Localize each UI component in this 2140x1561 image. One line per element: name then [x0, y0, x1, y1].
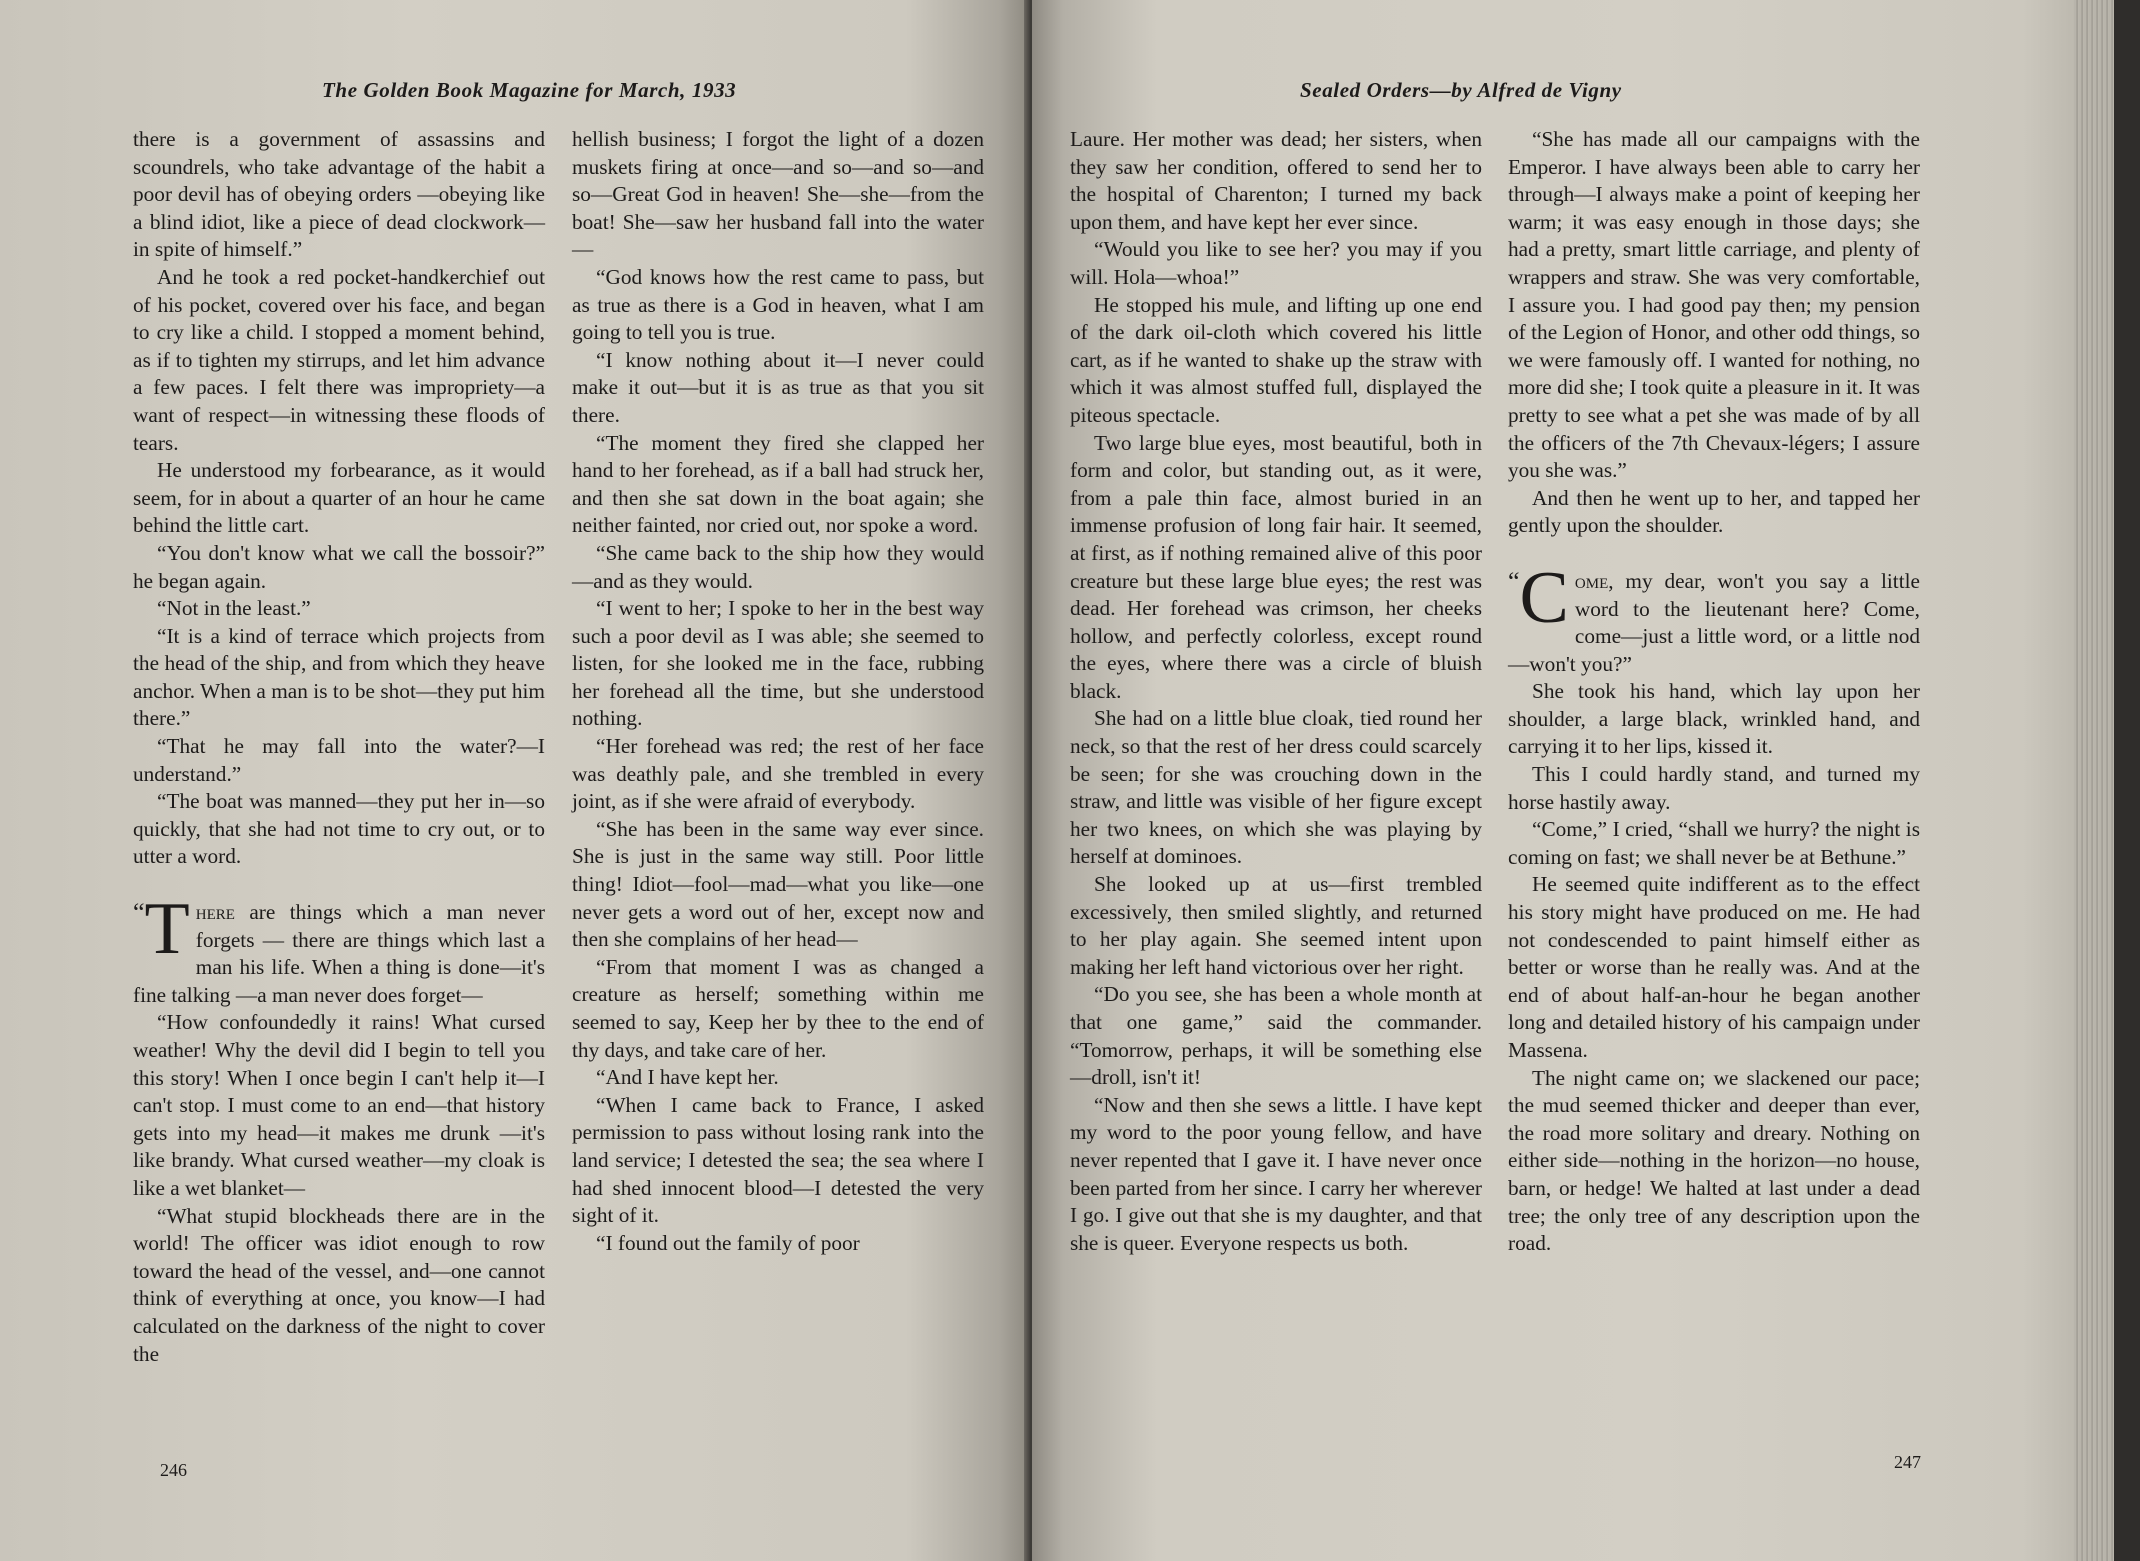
paragraph-text: “From that moment I was as changed a creature as herself; something within me seemed to say, Keep her by thee to the end of thy days, and take care of her.	[572, 954, 984, 1062]
small-caps-lead: here	[195, 900, 235, 925]
drop-cap: C	[1519, 556, 1569, 639]
paragraph	[1508, 485, 1920, 540]
paragraph-text: “The boat was manned—they put her in—so quickly, that she had not time to cry out, or to utter a word.	[133, 789, 545, 869]
paragraph-text: “I found out the family of poor	[596, 1230, 860, 1255]
paragraph	[1508, 761, 1920, 816]
paragraph	[133, 733, 545, 788]
paragraph	[1070, 1092, 1482, 1258]
drop-cap: T	[144, 888, 190, 971]
paragraph	[133, 457, 545, 540]
right-running-head: Sealed Orders—by Alfred de Vigny	[1300, 78, 1622, 102]
right-column-2	[1508, 126, 1920, 1258]
paragraph	[572, 954, 984, 1064]
paragraph-text: She looked up at us—first trembled excessively, then smiled slightly, and returned to her play again. She seemed intent upon making her left hand victorious over her right.	[1070, 872, 1482, 979]
paragraph	[1508, 678, 1920, 761]
right-page-number: 247	[1894, 1452, 1921, 1472]
paragraph	[572, 540, 984, 595]
paragraph-text: “Would you like to see her? you may if you will. Hola—whoa!”	[1070, 237, 1482, 289]
paragraph	[572, 347, 984, 430]
paragraph-text: And he took a red pocket-handkerchief out of his pocket, covered over his face, and began to cry like a child. I stopped a moment behind, as if to tighten my stirrups, and let him advance a few paces. I felt there was impropriety—a want of respect—in witnessing these floods of tears.	[133, 264, 545, 455]
paragraph-text: She took his hand, which lay upon her shoulder, a large black, wrinkled hand, and carrying it to her lips, kissed it.	[1508, 679, 1920, 759]
paragraph	[1508, 126, 1920, 485]
paragraph-text: “I know nothing about it—I never could make it out—but it is as true as that you sit there.	[572, 347, 984, 427]
paragraph	[1070, 236, 1482, 291]
paragraph	[133, 595, 545, 623]
paragraph	[1070, 292, 1482, 430]
paragraph	[572, 1092, 984, 1230]
paragraph	[1070, 126, 1482, 236]
paragraph	[1070, 871, 1482, 981]
paragraph-text: “I went to her; I spoke to her in the best way such a poor devil as I was able; she seemed to listen, for she looked me in the face, rubbing her forehead all the time, but she understood nothing.	[572, 596, 984, 731]
paragraph-text: “She came back to the ship how they would—and as they would.	[572, 540, 984, 593]
paragraph	[133, 1203, 545, 1369]
paragraph	[1508, 556, 1920, 678]
right-page	[1032, 0, 2074, 1561]
paragraph-text: He seemed quite indifferent as to the effect his story might have produced on me. He had not condescended to paint himself either as better or worse than he really was. And at the end of about half-an-hour he began another long and detailed history of his campaign under Massena.	[1508, 872, 1920, 1062]
paragraph-text: Laure. Her mother was dead; her sisters, when they saw her condition, offered to send her to the hospital of Charenton; I turned my back upon them, and have kept her ever since.	[1070, 127, 1482, 234]
paragraph-text: “Her forehead was red; the rest of her face was deathly pale, and she trembled in every joint, as if she were afraid of everybody.	[572, 734, 984, 814]
paragraph-text: “Now and then she sews a little. I have kept my word to the poor young fellow, and have never repented that I gave it. I have never once been parted from her since. I carry her wherever I go. I give out that she is my daughter, and that she is queer. Everyone respects us both.	[1070, 1092, 1482, 1255]
paragraph-text: “Come,” I cried, “shall we hurry? the night is coming on fast; we shall never be at Bethune.”	[1508, 817, 1920, 869]
paragraph	[133, 888, 545, 1009]
left-running-head: The Golden Book Magazine for March, 1933	[322, 78, 737, 102]
paragraph-text: And then he went up to her, and tapped her gently upon the shoulder.	[1508, 485, 1920, 538]
paragraph-text: “You don't know what we call the bossoir?” he began again.	[133, 540, 545, 593]
paragraph	[572, 264, 984, 347]
paragraph	[133, 1009, 545, 1202]
paragraph-text: “She has made all our campaigns with the Emperor. I have always been able to carry her through—I always make a point of keeping her warm; it was easy enough in those days; she had a pretty, smart little carriage, and plenty of wrappers and straw. She was very comfortable, I assure you. I had good pay then; my pension of the Legion of Honor, and other odd things, so we were famously off. I wanted for nothing, no more did she; I took quite a pleasure in it. It was pretty to see what a pet she was made of by all the officers of the 7th Chevaux-légers; I assure you she was.”	[1508, 127, 1920, 483]
paragraph-text: “She has been in the same way ever since. She is just in the same way still. Poor little thing! Idiot—fool—mad—what you like—one never gets a word out of her, except now and then she complains of her head—	[572, 816, 984, 952]
paragraph-text: “Not in the least.”	[157, 596, 311, 621]
paragraph-text: “God knows how the rest came to pass, but as true as there is a God in heaven, what I am going to tell you is true.	[572, 264, 984, 345]
page-edges	[2074, 0, 2140, 1561]
paragraph	[133, 623, 545, 733]
paragraph-text: “It is a kind of terrace which projects from the head of the ship, and from which they heave anchor. When a man is to be shot—they put him there.”	[133, 623, 545, 731]
paragraph	[572, 816, 984, 954]
opening-quote: “	[133, 898, 145, 928]
paragraph	[1508, 816, 1920, 871]
paragraph-text: “And I have kept her.	[596, 1065, 779, 1090]
paragraph	[133, 126, 545, 264]
paragraph	[572, 126, 984, 264]
right-column-1	[1070, 126, 1482, 1257]
left-page-number: 246	[160, 1460, 187, 1480]
paragraph-text: “The moment they fired she clapped her hand to her forehead, as if a ball had struck her, and then she sat down in the boat again; she neither fainted, nor cried out, nor spoke a word.	[572, 430, 984, 538]
paragraph	[1508, 1065, 1920, 1258]
paragraph	[1070, 981, 1482, 1091]
paragraph-text: “That he may fall into the water?—I understand.”	[133, 734, 545, 786]
paragraph	[133, 788, 545, 871]
paragraph	[572, 1230, 984, 1258]
paragraph	[133, 540, 545, 595]
paragraph-text: “How confoundedly it rains! What cursed weather! Why the devil did I begin to tell you this story! When I once begin I can't help it—I can't stop. I must come to an end—that history gets into my head—it makes me drunk —it's like brandy. What cursed weather—my cloak is like a wet blanket—	[133, 1010, 545, 1200]
small-caps-lead: ome	[1574, 568, 1609, 593]
paragraph-text: “Do you see, she has been a whole month at that one game,” said the commander. “Tomorrow, perhaps, it will be something else—droll, isn't it!	[1070, 982, 1482, 1090]
paragraph-text: “What stupid blockheads there are in the world! The officer was idiot enough to row toward the head of the vessel, and—one cannot think of everything at once, you know—I had calculated on the darkness of the night to cover the	[133, 1203, 545, 1366]
paragraph-text: , my dear, won't you say a little word to the lieutenant here? Come, come—just a little word, or a little nod—won't you?”	[1508, 568, 1920, 676]
paragraph-text: are things which a man never forgets — there are things which last a man his life. When a thing is done—it's fine talking —a man never does forget—	[133, 900, 545, 1007]
paragraph-text: This I could hardly stand, and turned my horse hastily away.	[1508, 762, 1920, 814]
paragraph-text: “When I came back to France, I asked permission to pass without losing rank into the land service; I detested the sea; the sea where I had shed innocent blood—I detested the very sight of it.	[572, 1092, 984, 1228]
left-column-1	[133, 126, 545, 1368]
paragraph	[572, 733, 984, 816]
left-column-2	[572, 126, 984, 1257]
paragraph-text: there is a government of assassins and scoundrels, who take advantage of the habit a poor devil has of obeying orders —obeying like a blind idiot, like a piece of dead clockwork—in spite of himself.”	[133, 127, 545, 262]
paragraph	[572, 595, 984, 733]
paragraph	[572, 430, 984, 540]
paragraph-text: She had on a little blue cloak, tied round her neck, so that the rest of her dress could scarcely be seen; for she was crouching down in the straw, and little was visible of her figure except her two knees, on which she was playing by herself at dominoes.	[1070, 706, 1482, 869]
paragraph-text: He understood my forbearance, as it would seem, for in about a quarter of an hour he came behind the little cart.	[133, 458, 545, 538]
paragraph	[1070, 430, 1482, 706]
paragraph-text: hellish business; I forgot the light of a dozen muskets firing at once—and so—and so—and so—Great God in heaven! She—she—from the boat! She—saw her husband fall into the water—	[572, 127, 984, 262]
paragraph	[1508, 871, 1920, 1064]
opening-quote: “	[1508, 566, 1520, 596]
paragraph-text: The night came on; we slackened our pace; the mud seemed thicker and deeper than ever, the road more solitary and dreary. Nothing on either side—nothing in the horizon—no house, barn, or hedge! We halted at last under a dead tree; the only tree of any description upon the road.	[1508, 1065, 1920, 1256]
paragraph	[133, 264, 545, 457]
paragraph-text: Two large blue eyes, most beautiful, both in form and color, but standing out, as it were, from a pale thin face, almost buried in an immense profusion of long fair hair. It seemed, at first, as if nothing remained alive of this poor creature but these large blue eyes; the rest was dead. Her forehead was crimson, her cheeks hollow, and perfectly colorless, except round the eyes, where there was a circle of bluish black.	[1070, 430, 1482, 703]
paragraph	[1070, 705, 1482, 871]
paragraph	[572, 1064, 984, 1092]
paragraph-text: He stopped his mule, and lifting up one end of the dark oil-cloth which covered his little cart, as if he wanted to shake up the straw with which it was almost stuffed full, displayed the piteous spectacle.	[1070, 292, 1482, 427]
left-page	[0, 0, 1030, 1561]
